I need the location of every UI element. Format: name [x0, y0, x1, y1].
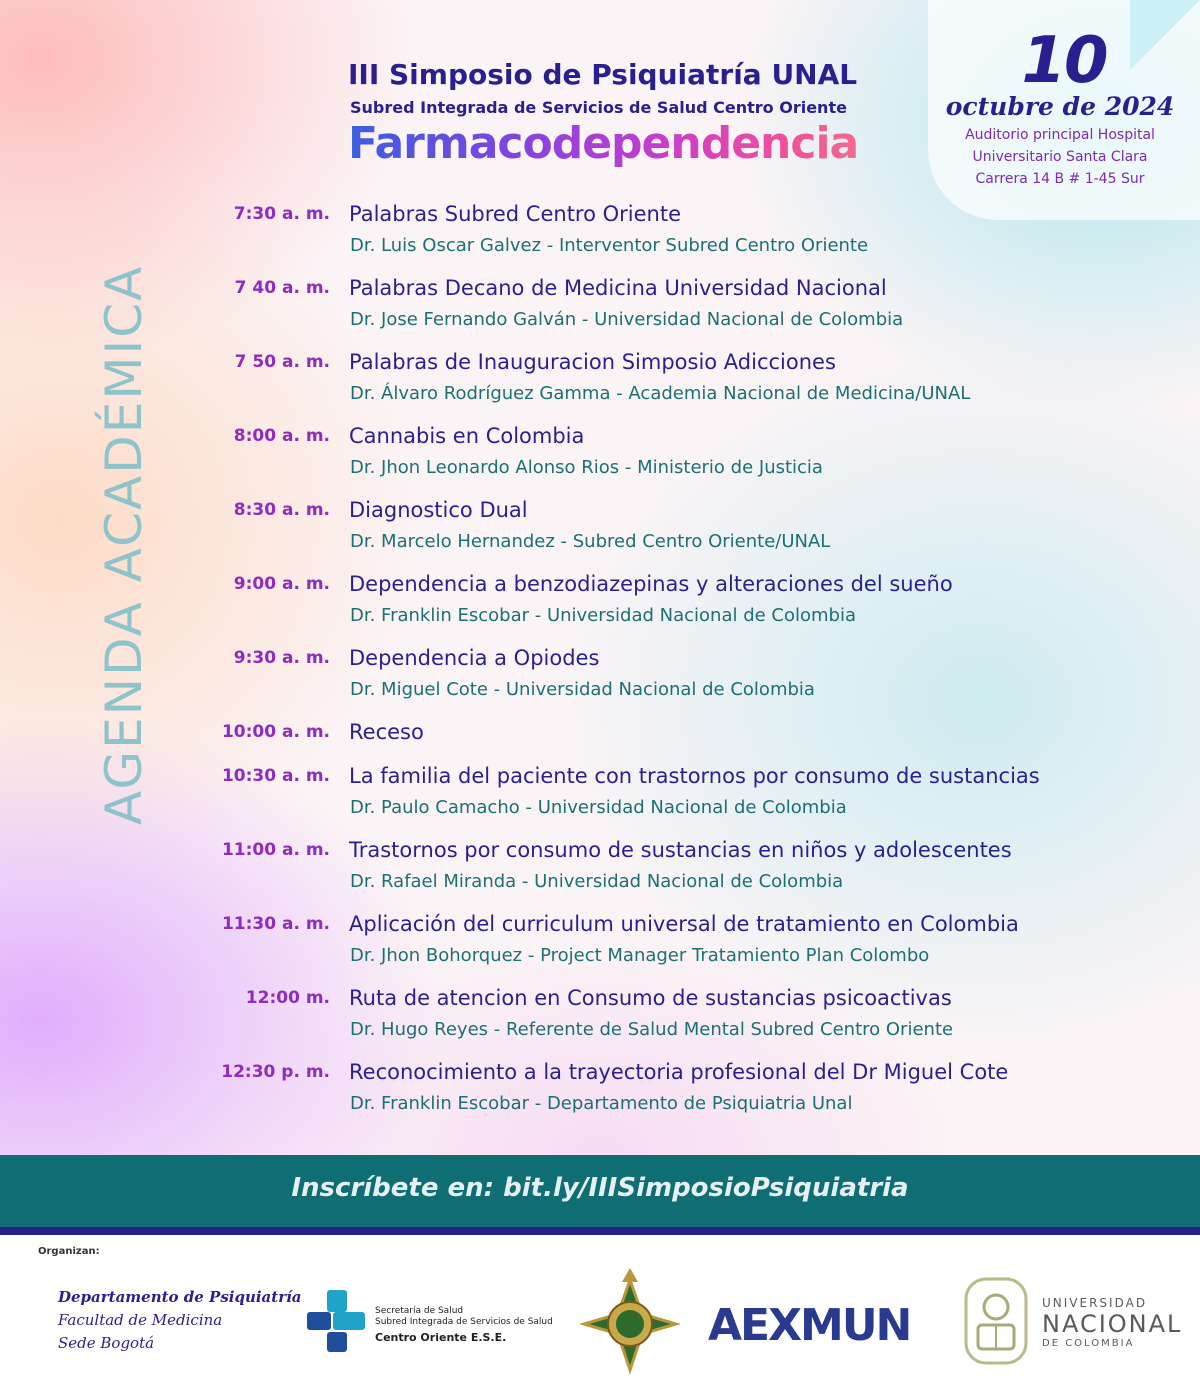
event-month-year: octubre de 2024	[945, 92, 1175, 121]
agenda-talk: Aplicación del curriculum universal de tratamiento en Colombia	[349, 912, 1019, 936]
event-title: III Simposio de Psiquiatría UNAL	[348, 58, 858, 91]
agenda-speaker: Dr. Marcelo Hernandez - Subred Centro Oriente/UNAL	[350, 531, 831, 552]
agenda-time: 11:00 a. m.	[221, 840, 330, 860]
agenda-time: 8:00 a. m.	[233, 426, 330, 446]
academy-medal-icon	[580, 1266, 680, 1380]
agenda-speaker: Dr. Miguel Cote - Universidad Nacional de Colombia	[350, 679, 815, 700]
agenda-side-label: AGENDA ACADÉMICA	[95, 264, 153, 825]
agenda-talk: Palabras Subred Centro Oriente	[349, 202, 682, 226]
agenda-speaker: Dr. Franklin Escobar - Universidad Nacional de Colombia	[350, 605, 857, 626]
agenda-talk: La familia del paciente con trastornos por consumo de sustancias	[349, 764, 1040, 788]
event-subtitle: Subred Integrada de Servicios de Salud Centro Oriente	[350, 98, 847, 117]
event-venue	[938, 124, 1182, 190]
agenda-time: 9:30 a. m.	[233, 648, 330, 668]
subred-logo	[305, 1288, 560, 1354]
subred-line: Centro Oriente E.S.E.	[375, 1331, 507, 1344]
event-theme: Farmacodependencia	[348, 118, 859, 169]
divider	[0, 1227, 1200, 1235]
unal-line: NACIONAL	[1042, 1310, 1183, 1338]
agenda-speaker: Dr. Jhon Bohorquez - Project Manager Tratamiento Plan Colombo	[350, 945, 930, 966]
agenda-talk: Ruta de atencion en Consumo de sustancias psicoactivas	[349, 986, 952, 1010]
faculty-name: Facultad de Medicina	[58, 1311, 223, 1329]
agenda-speaker: Dr. Paulo Camacho - Universidad Nacional de Colombia	[350, 797, 847, 818]
department-name: Departamento de Psiquiatría	[58, 1288, 302, 1306]
agenda-speaker: Dr. Luis Oscar Galvez - Interventor Subred Centro Oriente	[350, 235, 869, 256]
organizers-label: Organizan:	[38, 1246, 100, 1257]
unal-seal-icon	[960, 1275, 1032, 1367]
aexmun-logo: AEXMUN	[708, 1300, 911, 1351]
agenda-talk: Dependencia a Opiodes	[349, 646, 600, 670]
subred-line: Subred Integrada de Servicios de Salud	[375, 1317, 553, 1327]
agenda-time: 8:30 a. m.	[233, 500, 330, 520]
subred-text	[375, 1306, 553, 1343]
agenda-speaker: Dr. Jose Fernando Galván - Universidad Nacional de Colombia	[350, 309, 904, 330]
event-day: 10	[1021, 24, 1107, 98]
agenda-time: 12:00 m.	[245, 988, 330, 1008]
registration-link[interactable]: Inscríbete en: bit.ly/IIISimposioPsiquiatria	[291, 1173, 909, 1203]
agenda-speaker: Dr. Hugo Reyes - Referente de Salud Mental Subred Centro Oriente	[350, 1019, 954, 1040]
agenda-speaker: Dr. Rafael Miranda - Universidad Nacional de Colombia	[350, 871, 844, 892]
subred-line: Secretaría de Salud	[375, 1306, 464, 1316]
campus-name: Sede Bogotá	[58, 1334, 155, 1352]
agenda-talk: Diagnostico Dual	[349, 498, 528, 522]
agenda-speaker: Dr. Franklin Escobar - Departamento de Psiquiatria Unal	[350, 1093, 853, 1114]
agenda-time: 10:00 a. m.	[221, 722, 330, 742]
agenda-talk: Receso	[349, 720, 424, 744]
venue-line: Universitario Santa Clara	[972, 149, 1148, 165]
venue-line: Auditorio principal Hospital	[965, 127, 1155, 143]
agenda-time: 11:30 a. m.	[221, 914, 330, 934]
agenda-speaker: Dr. Jhon Leonardo Alonso Rios - Ministerio de Justicia	[350, 457, 823, 478]
unal-logo-text	[1042, 1296, 1182, 1349]
agenda-talk: Palabras Decano de Medicina Universidad Nacional	[349, 276, 887, 300]
agenda-time: 7 40 a. m.	[234, 278, 330, 298]
medical-cross-icon	[305, 1288, 371, 1354]
unal-line: DE COLOMBIA	[1042, 1338, 1135, 1349]
agenda-talk: Cannabis en Colombia	[349, 424, 585, 448]
agenda-talk: Trastornos por consumo de sustancias en niños y adolescentes	[349, 838, 1012, 862]
agenda-time: 7:30 a. m.	[233, 204, 330, 224]
agenda-time: 9:00 a. m.	[233, 574, 330, 594]
agenda-time: 7 50 a. m.	[234, 352, 330, 372]
venue-line: Carrera 14 B # 1-45 Sur	[975, 171, 1145, 187]
agenda-time: 10:30 a. m.	[221, 766, 330, 786]
agenda-time: 12:30 p. m.	[221, 1062, 330, 1082]
agenda-talk: Palabras de Inauguracion Simposio Adicciones	[349, 350, 836, 374]
agenda-talk: Reconocimiento a la trayectoria profesional del Dr Miguel Cote	[349, 1060, 1009, 1084]
department-logo-text	[58, 1286, 302, 1355]
agenda-talk: Dependencia a benzodiazepinas y alteraciones del sueño	[349, 572, 953, 596]
unal-line: UNIVERSIDAD	[1042, 1296, 1148, 1310]
agenda-speaker: Dr. Álvaro Rodríguez Gamma - Academia Nacional de Medicina/UNAL	[350, 383, 971, 404]
